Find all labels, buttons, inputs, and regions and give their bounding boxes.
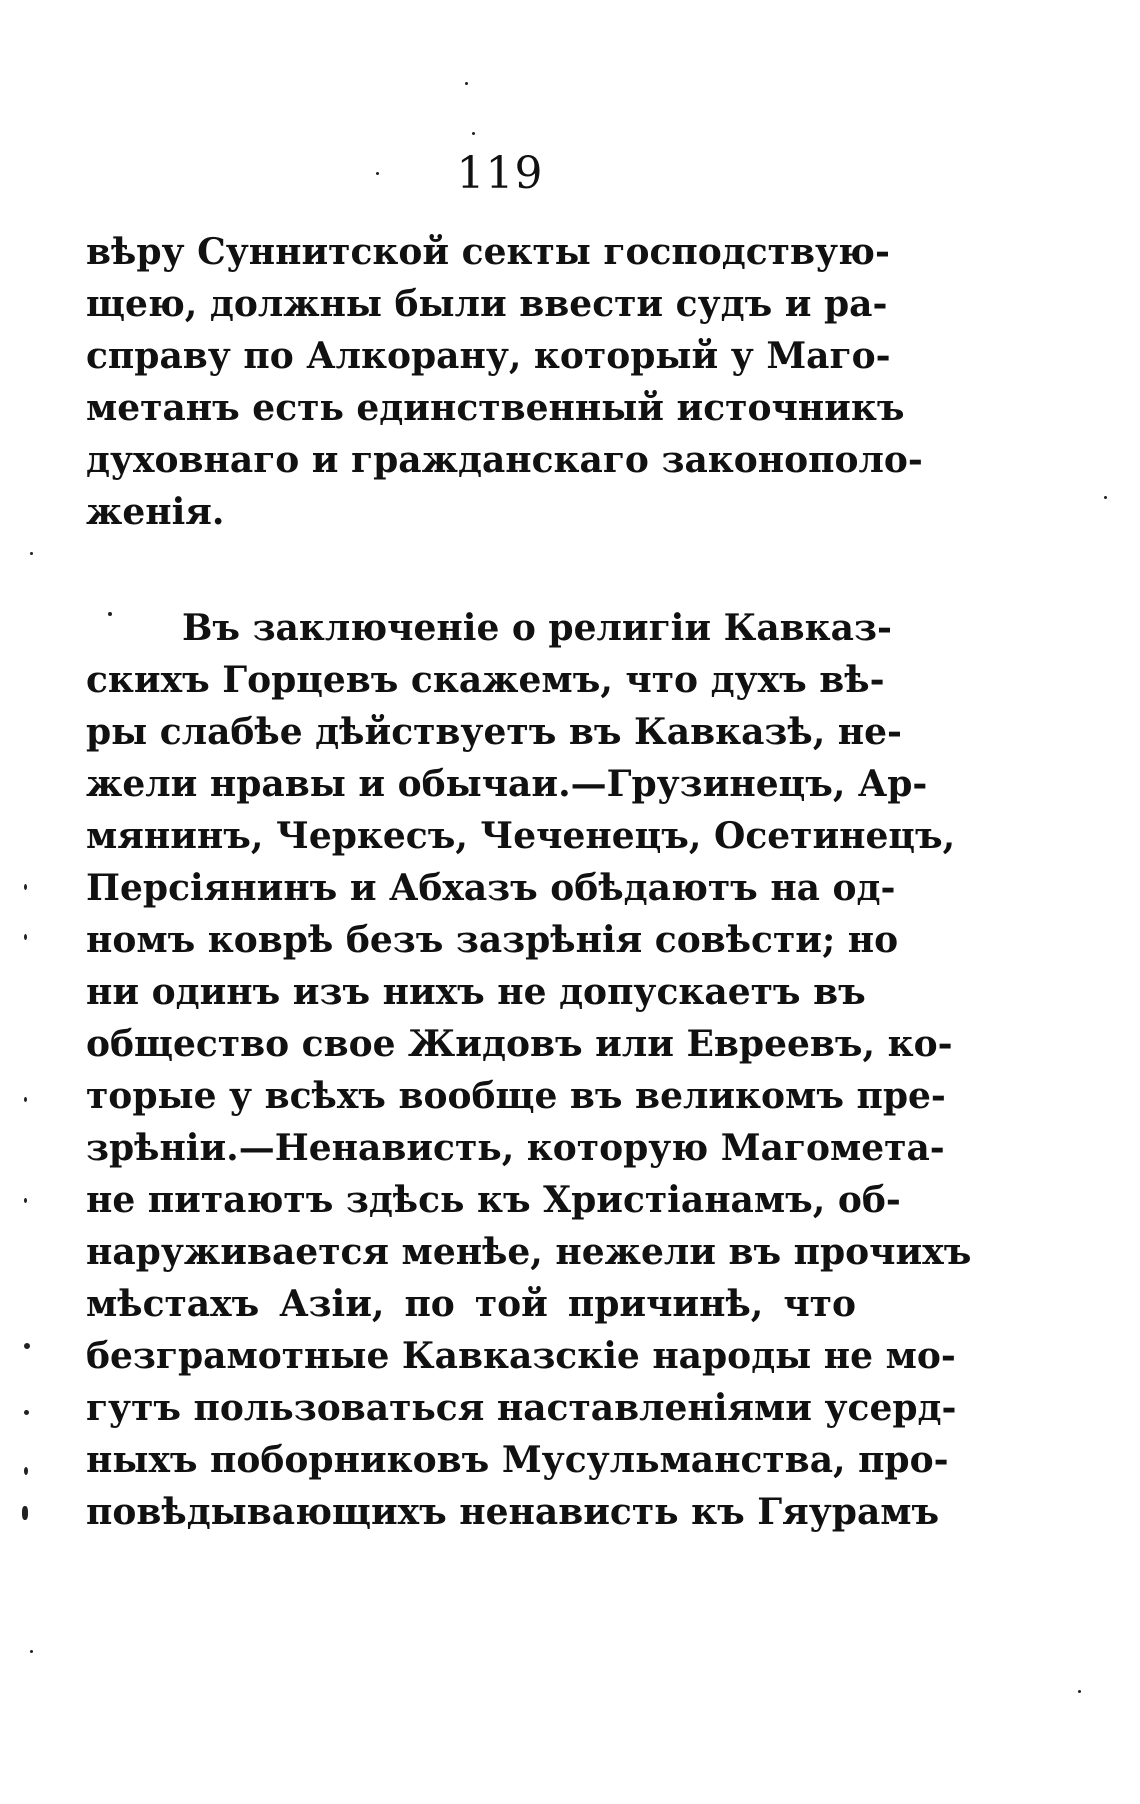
text-line: духовнаго и гражданскаго законополо- <box>86 439 923 481</box>
text-line: ни одинъ изъ нихъ не допускаетъ въ <box>86 971 866 1013</box>
page-number: 119 <box>456 148 544 199</box>
text-line: безграмотные Кавказскіе народы не мо- <box>86 1335 956 1377</box>
scan-speck <box>24 1097 27 1102</box>
scan-speck <box>465 82 468 85</box>
scan-speck <box>472 132 475 135</box>
scan-speck <box>24 934 27 940</box>
scan-speck <box>30 552 33 555</box>
text-line: общество свое Жидовъ или Евреевъ, ко- <box>86 1023 953 1065</box>
paragraph-2 <box>86 602 972 1538</box>
paragraph-1 <box>86 226 923 538</box>
scan-speck <box>376 172 379 175</box>
text-line: зрѣніи.—Ненависть, которую Магомета- <box>86 1127 945 1169</box>
scan-speck <box>22 1506 28 1520</box>
text-line: женія. <box>86 491 225 533</box>
text-line: торые у всѣхъ вообще въ великомъ пре- <box>86 1075 946 1117</box>
scan-speck <box>24 1198 27 1203</box>
text-line: не питаютъ здѣсь къ Христіанамъ, об- <box>86 1179 901 1221</box>
scan-speck <box>24 1343 30 1349</box>
text-line: жели нравы и обычаи.—Грузинецъ, Ар- <box>86 763 928 805</box>
text-line: Въ заключеніе о религіи Кавказ- <box>182 607 892 649</box>
text-line: гутъ пользоваться наставленіями усерд- <box>86 1387 957 1429</box>
text-line: повѣдывающихъ ненависть къ Гяурамъ <box>86 1491 940 1533</box>
text-line: номъ коврѣ безъ зазрѣнія совѣсти; но <box>86 919 899 961</box>
text-line: скихъ Горцевъ скажемъ, что духъ вѣ- <box>86 659 885 701</box>
text-line: щею, должны были ввести судъ и ра- <box>86 283 888 325</box>
text-line: мянинъ, Черкесъ, Чеченецъ, Осетинецъ, <box>86 815 956 857</box>
text-line: вѣру Суннитской секты господствую- <box>86 231 890 273</box>
scan-speck <box>1104 496 1107 499</box>
text-line: Персіянинъ и Абхазъ обѣдаютъ на од- <box>86 867 896 909</box>
text-line: мѣстахъ Азіи, по той причинѣ, что <box>86 1283 856 1325</box>
scan-speck <box>30 1650 33 1653</box>
scan-speck <box>1078 1690 1081 1693</box>
text-line: наруживается менѣе, нежели въ прочихъ <box>86 1231 972 1273</box>
scan-speck <box>24 1410 29 1415</box>
text-line: метанъ есть единственный источникъ <box>86 387 905 429</box>
scan-speck <box>24 1467 28 1475</box>
scan-speck <box>24 884 27 890</box>
scan-speck <box>108 612 112 616</box>
text-line: ры слабѣе дѣйствуетъ въ Кавказѣ, не- <box>86 711 902 753</box>
text-line: ныхъ поборниковъ Мусульманства, про- <box>86 1439 949 1481</box>
text-line: справу по Алкорану, который у Маго- <box>86 335 891 377</box>
